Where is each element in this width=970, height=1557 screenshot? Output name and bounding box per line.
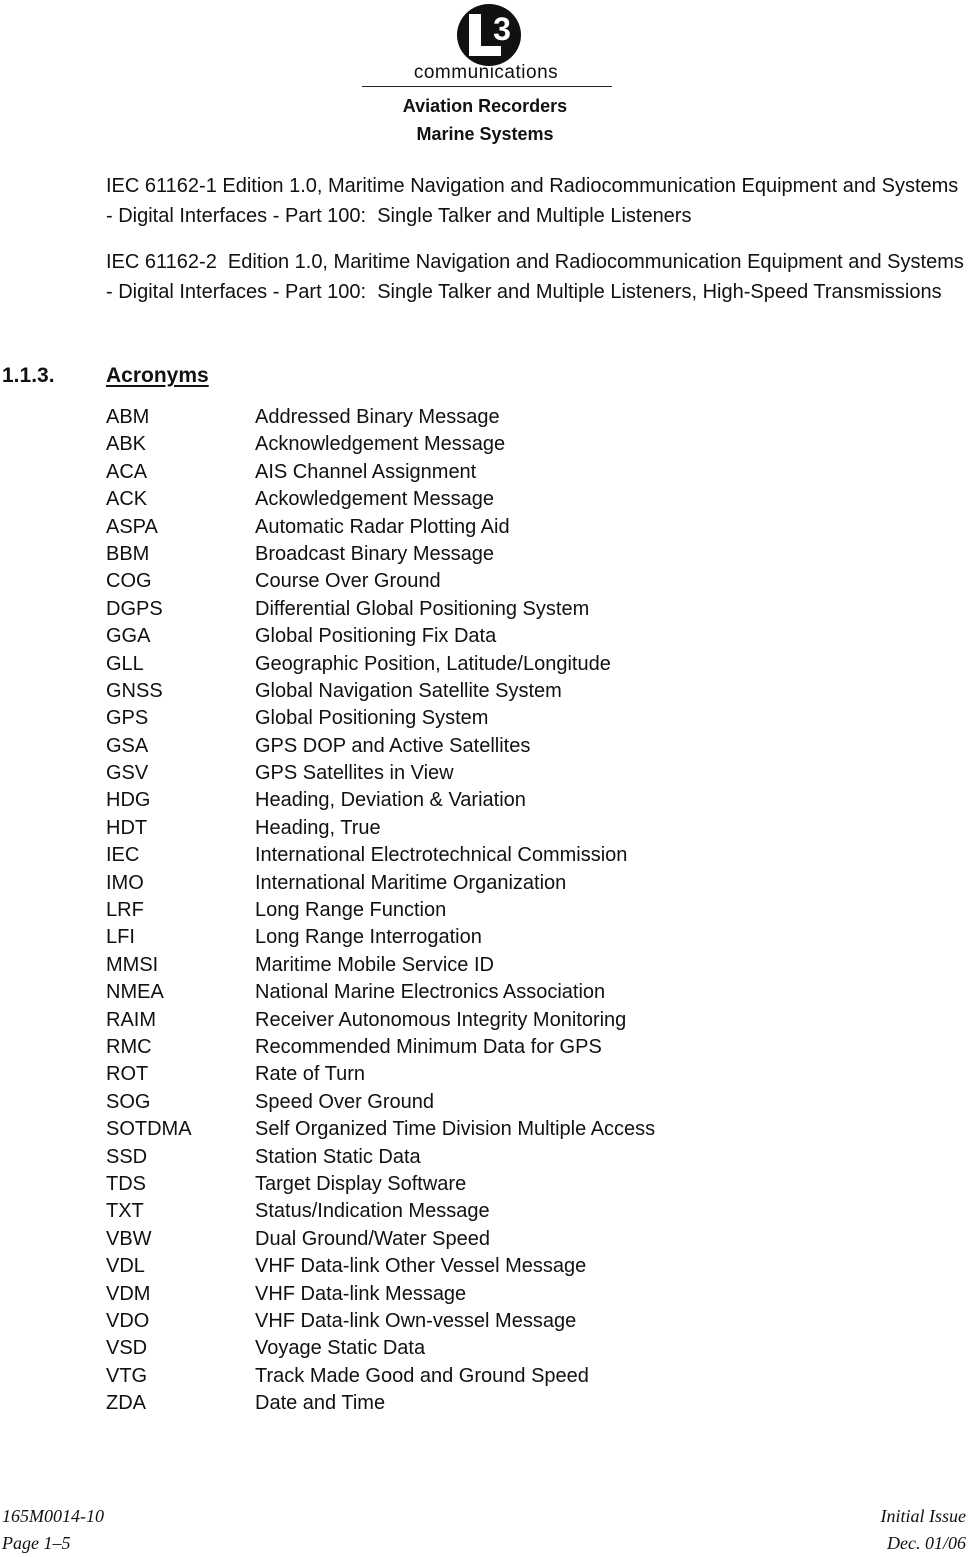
acronym-definition: Addressed Binary Message [255,406,500,428]
acronym-definition: Long Range Interrogation [255,926,482,949]
acronym-definition: Global Positioning System [255,707,489,730]
section-number: 1.1.3. [2,364,55,387]
acronym-abbreviation: GGA [106,625,151,648]
section-title: Acronyms [106,364,209,387]
acronym-abbreviation: VDO [106,1309,150,1332]
acronym-definition: VHF Data-link Message [255,1282,467,1305]
acronym-abbreviation: GSA [106,734,149,757]
acronym-row [106,596,906,623]
acronym-row [106,705,906,732]
acronym-abbreviation: RMC [106,1035,152,1058]
acronym-definition: International Maritime Organization [255,871,567,894]
acronym-abbreviation: DGPS [106,597,163,620]
acronym-abbreviation: HDG [106,789,151,812]
page-number: Page 1–5 [2,1533,71,1553]
acronym-definition: Date and Time [255,1392,386,1415]
acronym-definition: Target Display Software [255,1172,467,1195]
acronym-definition: Dual Ground/Water Speed [255,1227,490,1250]
acronym-abbreviation: SOG [106,1090,151,1113]
acronym-row [106,678,906,705]
acronym-abbreviation: TDS [106,1172,146,1195]
acronym-definition: Broadcast Binary Message [255,542,495,565]
acronym-abbreviation: SOTDMA [106,1118,192,1141]
acronym-definition: International Electrotechnical Commission [255,844,628,867]
acronym-abbreviation: IMO [106,871,144,894]
acronym-row [106,1089,906,1116]
acronym-row [106,979,906,1006]
acronym-abbreviation: LFI [106,926,135,949]
acronym-list [106,404,906,1417]
acronym-row [106,815,906,842]
acronym-definition: Ackowledgement Message [255,488,495,511]
acronym-row [106,1335,906,1362]
acronym-abbreviation: GSV [106,762,149,785]
acronym-row [106,541,906,568]
acronym-row [106,733,906,760]
acronym-row [106,787,906,814]
section-heading [2,364,602,388]
acronym-abbreviation: BBM [106,542,150,565]
acronym-definition: Rate of Turn [255,1063,366,1086]
acronym-abbreviation: LRF [106,899,144,922]
acronym-row [106,486,906,513]
acronym-abbreviation: MMSI [106,953,159,976]
acronym-definition: Maritime Mobile Service ID [255,953,494,976]
acronym-abbreviation: VDL [106,1255,145,1278]
acronym-row [106,431,906,458]
acronym-row [106,623,906,650]
acronym-abbreviation: VSD [106,1337,148,1360]
acronym-definition: National Marine Electronics Association [255,981,606,1004]
acronym-row [106,1363,906,1390]
acronym-definition: AIS Channel Assignment [255,460,477,483]
acronym-row [106,842,906,869]
acronym-definition: Global Positioning Fix Data [255,625,497,648]
acronym-abbreviation: GNSS [106,679,163,702]
acronym-row [106,897,906,924]
acronym-row [106,952,906,979]
acronym-row [106,459,906,486]
svg-text:3: 3 [493,11,511,47]
acronym-abbreviation: RAIM [106,1008,156,1031]
acronym-row [106,1390,906,1417]
acronym-definition: Acknowledgement Message [255,433,506,456]
acronym-abbreviation: NMEA [106,981,164,1004]
acronym-abbreviation: ASPA [106,515,158,538]
l3-logo-icon [455,2,525,68]
acronym-definition: Course Over Ground [255,570,441,593]
acronym-abbreviation: ABK [106,433,147,456]
acronym-definition: Speed Over Ground [255,1090,434,1113]
issue-label: Initial Issue [880,1506,966,1526]
acronym-definition: Global Navigation Satellite System [255,679,562,702]
acronym-definition: VHF Data-link Own-vessel Message [255,1309,577,1332]
acronym-row [106,1007,906,1034]
acronym-definition: GPS Satellites in View [255,762,454,785]
acronym-row [106,1034,906,1061]
acronym-abbreviation: IEC [106,844,140,867]
footer-left [2,1503,104,1557]
acronym-abbreviation: ZDA [106,1392,146,1415]
acronym-abbreviation: VDM [106,1282,151,1305]
acronym-abbreviation: SSD [106,1145,148,1168]
acronym-row [106,1198,906,1225]
acronym-definition: VHF Data-link Other Vessel Message [255,1255,587,1278]
acronym-row [106,514,906,541]
acronym-definition: GPS DOP and Active Satellites [255,734,531,757]
reference-item: IEC 61162-1 Edition 1.0, Maritime Navigation and Radiocommunication Equipment and Systems - Digital Interfaces - Part 100: Single Talker and Multiple Listeners [106,175,964,227]
acronym-abbreviation: ACA [106,460,148,483]
acronym-definition: Voyage Static Data [255,1337,426,1360]
acronym-abbreviation: ABM [106,406,150,428]
acronym-row [106,1171,906,1198]
acronym-row [106,404,906,431]
page-header [0,0,970,150]
acronym-abbreviation: GLL [106,652,144,675]
acronym-definition: Differential Global Positioning System [255,597,590,620]
acronym-definition: Long Range Function [255,899,447,922]
acronym-definition: Heading, True [255,816,381,839]
acronym-row [106,1308,906,1335]
issue-date: Dec. 01/06 [887,1533,966,1553]
acronym-row [106,870,906,897]
acronym-abbreviation: ROT [106,1063,149,1086]
reference-item: IEC 61162-2 Edition 1.0, Maritime Navigation and Radiocommunication Equipment and Systems - Digital Interfaces - Part 100: Single Talker and Multiple Listeners, High-Speed Transmissions [106,251,970,303]
acronym-row [106,1061,906,1088]
footer-right [881,1503,967,1557]
acronym-row [106,760,906,787]
acronym-abbreviation: TXT [106,1200,144,1223]
acronym-definition: Receiver Autonomous Integrity Monitoring [255,1008,627,1031]
acronym-row [106,924,906,951]
acronym-definition: Station Static Data [255,1145,421,1168]
acronym-row [106,1281,906,1308]
acronym-abbreviation: ACK [106,488,148,511]
acronym-row [106,568,906,595]
division-aviation: Aviation Recorders [402,96,568,116]
acronym-definition: Recommended Minimum Data for GPS [255,1035,602,1058]
acronym-definition: Self Organized Time Division Multiple Access [255,1118,656,1141]
acronym-row [106,1144,906,1171]
acronym-row [106,1253,906,1280]
division-marine: Marine Systems [416,124,554,144]
acronym-definition: Status/Indication Message [255,1200,490,1223]
document-number: 165M0014-10 [2,1506,104,1526]
company-name: communications [413,62,559,83]
acronym-row [106,1116,906,1143]
acronym-row [106,1226,906,1253]
acronym-definition: Track Made Good and Ground Speed [255,1364,589,1387]
acronym-abbreviation: COG [106,570,152,593]
acronym-row [106,651,906,678]
acronym-abbreviation: VBW [106,1227,152,1250]
acronym-definition: Heading, Deviation & Variation [255,789,526,812]
acronym-abbreviation: GPS [106,707,149,730]
reference-list [106,171,970,323]
header-rule [362,86,612,87]
acronym-definition: Geographic Position, Latitude/Longitude [255,652,611,675]
acronym-definition: Automatic Radar Plotting Aid [255,515,510,538]
acronym-abbreviation: VTG [106,1364,148,1387]
acronym-abbreviation: HDT [106,816,148,839]
l3-logo [455,2,525,68]
